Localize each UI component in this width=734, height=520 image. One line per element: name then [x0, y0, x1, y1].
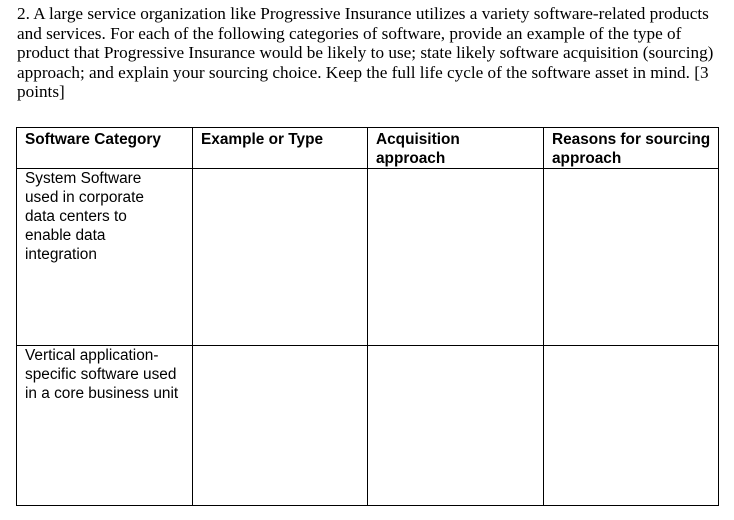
question-text: 2. A large service organization like Progressive Insurance utilizes a variety software-related products and services. For each of the following categories of software, provide an example of the type of product that Progressive Insurance would be likely to use; state likely software acquisition (sourcing) approach; and explain your sourcing choice. Keep the full life cycle of the software asset in mind. [3 points]: [17, 4, 714, 102]
row-1-acquisition-cell: [368, 169, 543, 345]
row-2-acquisition-cell: [368, 346, 543, 505]
header-acquisition-approach: Acquisition approach: [376, 131, 460, 167]
software-sourcing-table: [16, 127, 719, 506]
header-example-or-type: Example or Type: [201, 131, 324, 148]
row-1-category: System Software used in corporate data centers to enable data integration: [25, 170, 144, 263]
row-2-example-cell: [193, 346, 367, 505]
row-2-category: Vertical application-specific software used in a core business unit: [25, 347, 179, 402]
row-1-reasons-cell: [544, 169, 718, 345]
header-reasons-for-sourcing: Reasons for sourcing approach: [552, 131, 711, 167]
row-2-reasons-cell: [544, 346, 718, 505]
header-software-category: Software Category: [25, 131, 161, 148]
row-1-example-cell: [193, 169, 367, 345]
